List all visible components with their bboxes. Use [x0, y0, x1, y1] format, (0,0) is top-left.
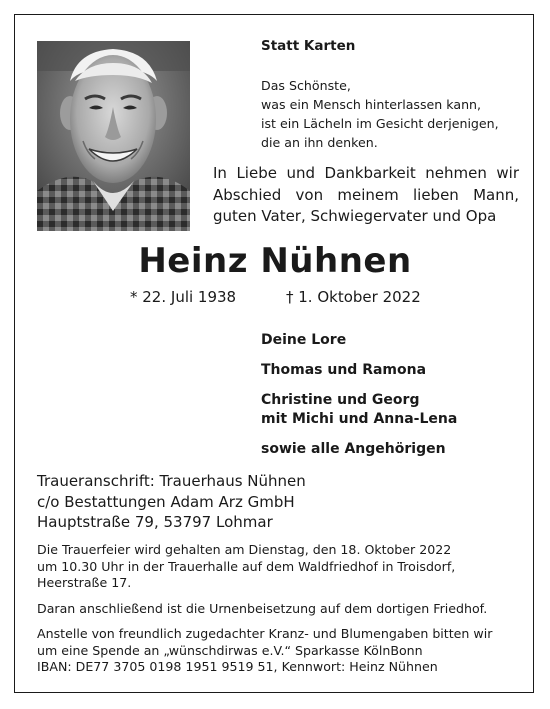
address-line: Traueranschrift: Trauerhaus Nühnen [37, 472, 306, 490]
quote-line: Das Schönste, [261, 78, 351, 93]
notice-line: Heerstraße 17. [37, 575, 132, 591]
farewell-line: guten Vater, Schwiegervater und Opa [213, 207, 497, 225]
mourning-address [37, 471, 306, 533]
birth-date: * 22. Juli 1938 [130, 288, 237, 306]
portrait-photo [37, 41, 190, 231]
memorial-quote [261, 76, 499, 152]
farewell-line: In Liebe und Dankbarkeit nehmen wir [213, 164, 519, 182]
address-line: c/o Bestattungen Adam Arz GmbH [37, 492, 295, 511]
address-line: Hauptstraße 79, 53797 Lohmar [37, 513, 273, 531]
notice-line: Die Trauerfeier wird gehalten am Dienstag, den 18. Oktober 2022 [37, 542, 452, 557]
notice-line: um 10.30 Uhr in der Trauerhalle auf dem Waldfriedhof in Troisdorf, [37, 558, 456, 574]
quote-line: die an ihn denken. [261, 135, 378, 150]
donation-notice [37, 626, 492, 676]
urn-notice [37, 601, 487, 618]
notice-line: IBAN: DE77 3705 0198 1951 9519 51, Kennwort: Heinz Nühnen [37, 659, 438, 675]
mourners-list [261, 331, 457, 459]
ceremony-notice [37, 542, 455, 592]
quote-line: was ein Mensch hinterlassen kann, [261, 97, 482, 112]
mourner: Deine Lore [261, 332, 347, 348]
farewell-line: Abschied von meinem lieben Mann, [213, 185, 519, 204]
death-date: † 1. Oktober 2022 [286, 288, 421, 306]
quote-line: ist ein Lächeln im Gesicht derjenigen, [261, 116, 499, 131]
notice-line: Daran anschließend ist die Urnenbeisetzung auf dem dortigen Friedhof. [37, 601, 488, 616]
deceased-name: Heinz Nühnen [138, 241, 412, 281]
farewell-text [213, 163, 519, 228]
notice-line: um eine Spende an „wünschdirwas e.V.“ Sparkasse KölnBonn [37, 642, 423, 658]
mourner: sowie alle Angehörigen [261, 441, 446, 457]
notice-line: Anstelle von freundlich zugedachter Kranz- und Blumengaben bitten wir [37, 626, 493, 641]
mourner: mit Michi und Anna-Lena [261, 411, 458, 427]
mourner: Thomas und Ramona [261, 362, 427, 378]
mourner: Christine und Georg [261, 392, 420, 408]
statt-karten-heading: Statt Karten [261, 38, 356, 54]
